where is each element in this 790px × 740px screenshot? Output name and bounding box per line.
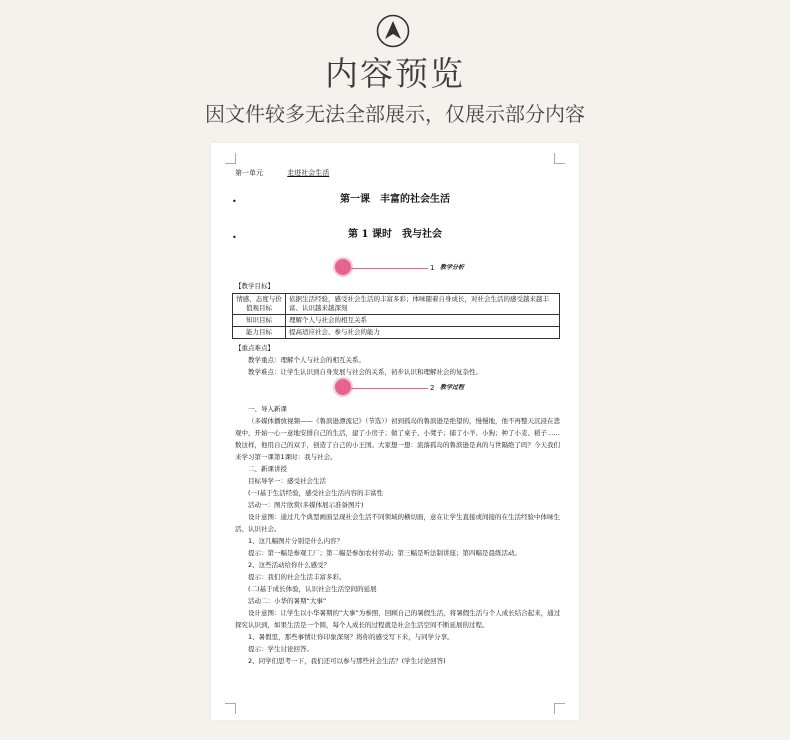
objective-key: 知识目标 bbox=[233, 315, 286, 327]
body-line: 1、这几幅图片分别是什么内容？ bbox=[248, 537, 344, 545]
bullet: • bbox=[232, 233, 237, 242]
table-row bbox=[233, 294, 560, 315]
crop-mark bbox=[225, 153, 236, 164]
section-marker-1 bbox=[335, 259, 495, 277]
divider bbox=[351, 268, 428, 269]
body-line: 一、导入新课 bbox=[248, 405, 287, 413]
body-line: 提示：第一幅是参观工厂；第二幅是参加农村劳动；第三幅是听法制讲座；第四幅是晨练活动。 bbox=[248, 549, 521, 557]
objectives-heading: 【教学目标】 bbox=[235, 282, 274, 290]
crop-mark bbox=[554, 703, 565, 714]
body-line: 2、同学们思考一下，我们还可以参与那些社会生活？(学生讨论回答) bbox=[248, 657, 446, 665]
table-row bbox=[233, 315, 560, 327]
body-line: 1、暑假里，那些事情让你印象深刻？将你的感受写下来，与同学分享。 bbox=[248, 633, 454, 641]
page-subtitle: 因文件较多无法全部展示，仅展示部分内容 bbox=[205, 102, 585, 126]
circle-up-arrow-icon bbox=[376, 14, 410, 48]
objectives-table bbox=[232, 293, 560, 339]
objective-value: 提高适应社会、参与社会的能力 bbox=[286, 327, 560, 339]
body-line: 设计意图：通过几个典型画面呈现社会生活不同领域的横切面，意在让学生直接或间接的在生活经验中体味生活、认识社会。 bbox=[235, 513, 560, 533]
bullet: • bbox=[232, 197, 237, 206]
body-line: 活动一：图片欣赏(多媒体展示准备图片) bbox=[248, 501, 364, 509]
section-number: 1 bbox=[430, 264, 435, 272]
section-label: 教学过程 bbox=[440, 384, 465, 391]
table-row bbox=[233, 327, 560, 339]
unit-title: 走进社会生活 bbox=[287, 169, 330, 177]
body-line: (一)基于生活经验，感受社会生活内容的丰富性 bbox=[248, 489, 384, 497]
objective-value: 依据生活经验，感受社会生活的丰富多彩；体味随着自身成长，对社会生活的感受越来越丰富、认识越来越深刻 bbox=[286, 294, 560, 315]
section-label: 教学分析 bbox=[440, 264, 465, 271]
lesson-body bbox=[235, 403, 561, 667]
body-line: 2、这些活动给你什么感受？ bbox=[248, 561, 331, 569]
divider bbox=[351, 388, 428, 389]
document-preview bbox=[211, 143, 579, 720]
body-line: 二、新课讲授 bbox=[248, 465, 287, 473]
pink-dot-icon bbox=[335, 259, 351, 275]
body-line: 活动二：小华的暑期“大事” bbox=[248, 597, 327, 605]
doc-header bbox=[235, 167, 329, 179]
body-line: 提示：我们的社会生活丰富多彩。 bbox=[248, 573, 346, 581]
difficulty-text: 教学难点：让学生认识到自身发展与社会的关系，初步认识和理解社会的复杂性。 bbox=[248, 368, 482, 376]
body-line: 目标导学一：感受社会生活 bbox=[248, 477, 326, 485]
page-title: 内容预览 bbox=[325, 54, 465, 93]
lesson-title: 第一课 丰富的社会生活 bbox=[340, 194, 450, 205]
objective-key: 情感、态度与价值观目标 bbox=[233, 294, 286, 315]
period-title: 第 1 课时 我与社会 bbox=[348, 229, 442, 240]
pink-dot-icon bbox=[335, 379, 351, 395]
keypoints-heading: 【重点难点】 bbox=[235, 344, 274, 352]
section-marker-2 bbox=[335, 379, 495, 397]
objective-key: 能力目标 bbox=[233, 327, 286, 339]
body-line: 提示：学生讨论回答。 bbox=[248, 645, 313, 653]
keypoints-block bbox=[235, 342, 561, 378]
unit-label: 第一单元 bbox=[235, 169, 263, 177]
body-line: （多媒体播放视频——《鲁滨逊漂流记》（节选））初到孤岛的鲁滨逊是绝望的，慢慢地，他不再整天沉浸在悲观中，开始一心一意地安排自己的生活，建了小房子；做了桌子、小凳子；捕了小羊、小狗；种了小麦、稻子……数这样，他用自己的双手，创造了自己的小王国。大家想一想：流落孤岛的鲁滨逊是真的与世隔绝了吗？今天我们来学习第一课第1课时：我与社会。 bbox=[235, 417, 560, 461]
keypoint-text: 教学重点：理解个人与社会的相互关系。 bbox=[248, 356, 365, 364]
body-line: (二)基于成长体验，认识社会生活空间的延展 bbox=[248, 585, 377, 593]
crop-mark bbox=[225, 703, 236, 714]
body-line: 设计意图：让学生以小华暑期的“大事”为参照，回顾自己的暑假生活，将暑假生活与个人成长结合起来，通过探究认识到，如果生活是一个圆，每个人成长的过程就是社会生活空间不断延展的过程。 bbox=[235, 609, 561, 629]
objective-value: 理解个人与社会的相互关系 bbox=[286, 315, 560, 327]
crop-mark bbox=[554, 153, 565, 164]
section-number: 2 bbox=[430, 384, 435, 392]
